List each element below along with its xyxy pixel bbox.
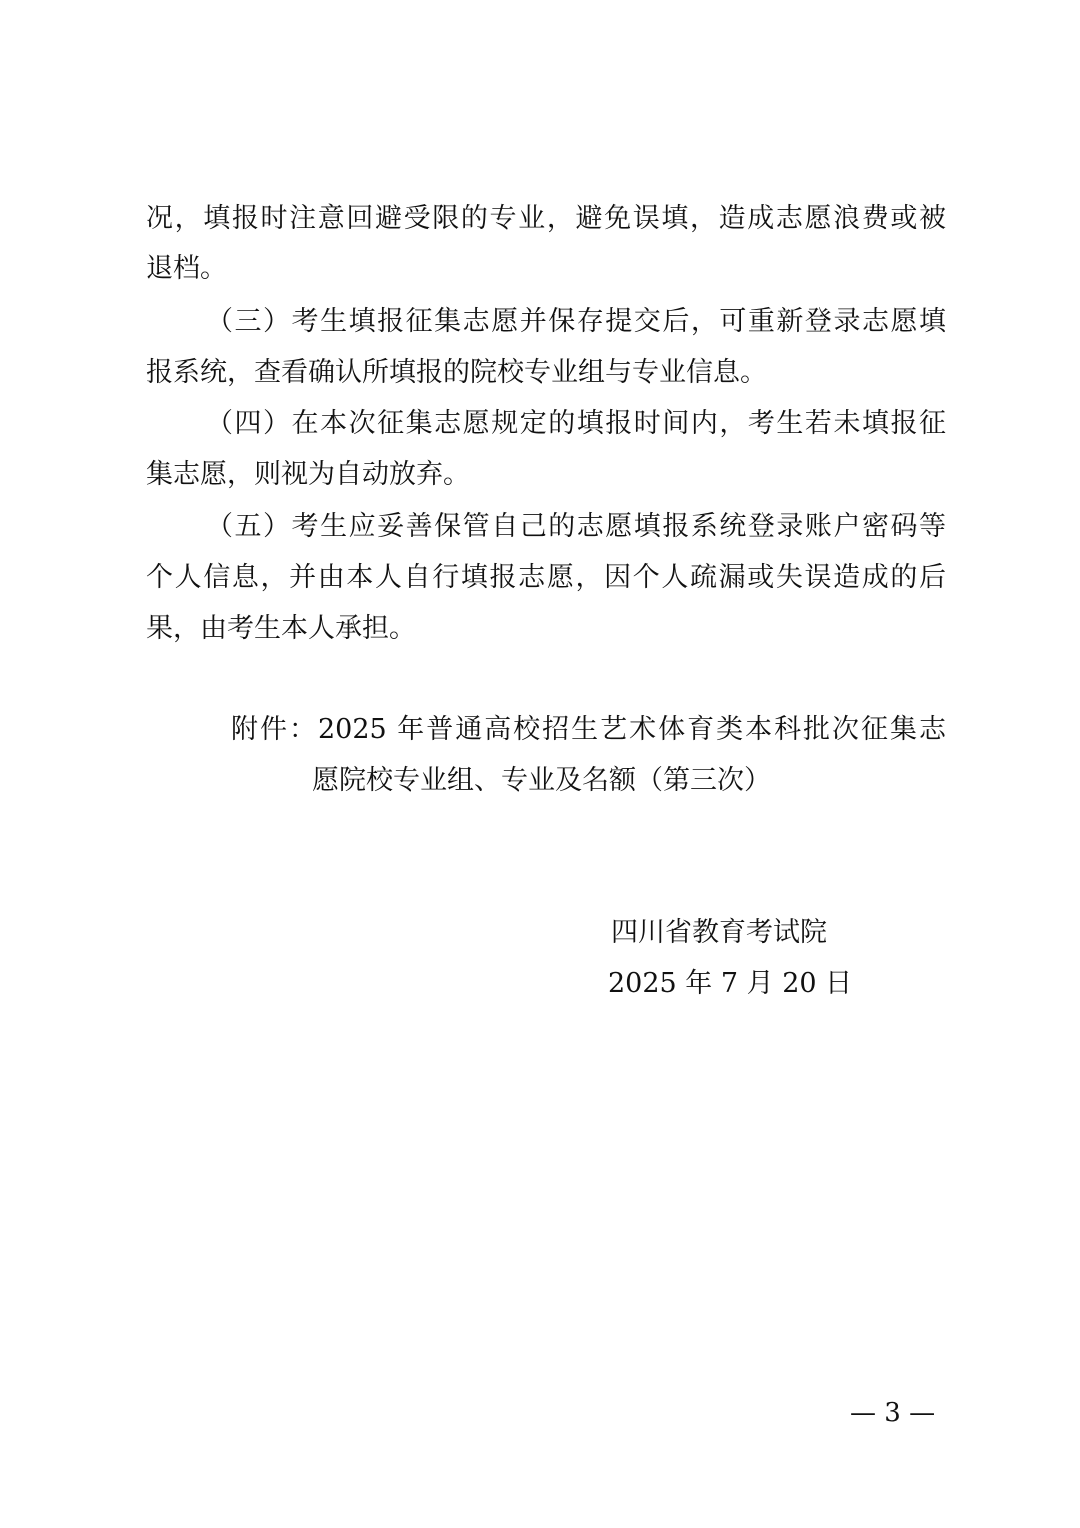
body-text-line: （三）考生填报征集志愿并保存提交后，可重新登录志愿填 [206, 306, 946, 337]
body-text-line: （四）在本次征集志愿规定的填报时间内，考生若未填报征 [206, 408, 946, 439]
body-text-line: 报系统，查看确认所填报的院校专业组与专业信息。 [146, 357, 767, 388]
body-text-line: 集志愿，则视为自动放弃。 [146, 459, 470, 490]
body-text-line: 果，由考生本人承担。 [146, 613, 416, 644]
body-text-line: 个人信息，并由本人自行填报志愿，因个人疏漏或失误造成的后 [146, 562, 946, 593]
body-text-line: 退档。 [146, 253, 227, 284]
body-text-line: （五）考生应妥善保管自己的志愿填报系统登录账户密码等 [206, 511, 946, 542]
body-text-line: 况，填报时注意回避受限的专业，避免误填，造成志愿浪费或被 [146, 203, 946, 234]
attachment-text-line: 愿院校专业组、专业及名额（第三次） [312, 765, 771, 796]
issue-date: 2025 年 7 月 20 日 [608, 968, 853, 999]
page-number: — 3 — [850, 1398, 936, 1428]
attachment-text-line: 附件：2025 年普通高校招生艺术体育类本科批次征集志 [231, 714, 946, 745]
issuing-organization: 四川省教育考试院 [611, 917, 827, 948]
